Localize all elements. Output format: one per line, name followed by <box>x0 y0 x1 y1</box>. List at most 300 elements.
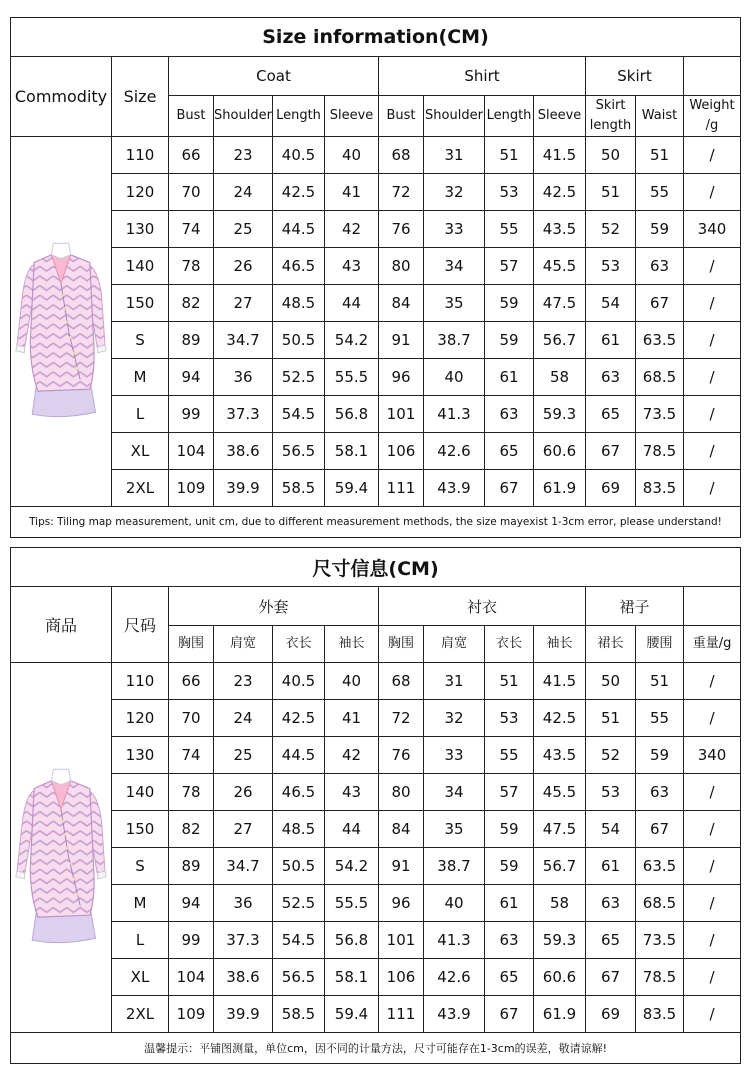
size-label-cell: 140 <box>112 248 169 285</box>
measurement-cell: 31 <box>424 663 485 700</box>
measurement-cell: / <box>684 285 741 322</box>
measurement-cell: 43.9 <box>424 996 485 1033</box>
measurement-cell: 26 <box>214 774 273 811</box>
measurement-cell: 57 <box>485 248 534 285</box>
measurement-cell: 41.3 <box>424 396 485 433</box>
measurement-cell: 37.3 <box>214 396 273 433</box>
measurement-cell: 58.1 <box>325 433 379 470</box>
column-header: Sleeve <box>534 96 586 137</box>
measurement-cell: / <box>684 396 741 433</box>
size-header: 尺码 <box>112 587 169 663</box>
measurement-cell: 48.5 <box>273 811 325 848</box>
measurement-cell: 96 <box>379 885 424 922</box>
measurement-cell: 35 <box>424 285 485 322</box>
measurement-cell: 59 <box>636 737 684 774</box>
table-row <box>11 248 741 285</box>
measurement-cell: 42 <box>325 737 379 774</box>
measurement-cell: 56.5 <box>273 433 325 470</box>
table-title: 尺寸信息(CM) <box>11 548 741 587</box>
measurement-cell: 60.6 <box>534 433 586 470</box>
measurement-cell: 44 <box>325 285 379 322</box>
measurement-cell: 63 <box>636 248 684 285</box>
measurement-cell: 32 <box>424 700 485 737</box>
measurement-cell: 40 <box>424 359 485 396</box>
commodity-header: 商品 <box>11 587 112 663</box>
measurement-cell: 42.5 <box>273 700 325 737</box>
measurement-cell: 61.9 <box>534 996 586 1033</box>
measurement-cell: 53 <box>485 174 534 211</box>
measurement-cell: 41 <box>325 700 379 737</box>
measurement-cell: 58.1 <box>325 959 379 996</box>
measurement-cell: 46.5 <box>273 774 325 811</box>
measurement-cell: 35 <box>424 811 485 848</box>
size-label-cell: 2XL <box>112 470 169 507</box>
weight-group-header <box>684 587 741 626</box>
measurement-cell: 63 <box>586 885 636 922</box>
measurement-cell: 106 <box>379 959 424 996</box>
skirt-group-header: Skirt <box>586 57 684 96</box>
size-label-cell: 120 <box>112 700 169 737</box>
measurement-cell: 69 <box>586 470 636 507</box>
column-header: 胸围 <box>379 626 424 663</box>
measurement-cell: 43.5 <box>534 737 586 774</box>
measurement-cell: 60.6 <box>534 959 586 996</box>
measurement-cell: 78 <box>169 248 214 285</box>
measurement-cell: 39.9 <box>214 470 273 507</box>
measurement-cell: 61.9 <box>534 470 586 507</box>
measurement-cell: 40 <box>325 663 379 700</box>
size-label-cell: XL <box>112 959 169 996</box>
measurement-cell: 72 <box>379 700 424 737</box>
commodity-header: Commodity <box>11 57 112 137</box>
coat-group-header: Coat <box>169 57 379 96</box>
column-header: Shoulder <box>424 96 485 137</box>
measurement-cell: 65 <box>485 433 534 470</box>
measurement-cell: 23 <box>214 663 273 700</box>
measurement-cell: 42.6 <box>424 959 485 996</box>
column-header: 衣长 <box>273 626 325 663</box>
measurement-cell: 27 <box>214 285 273 322</box>
column-header: Sleeve <box>325 96 379 137</box>
measurement-cell: 51 <box>485 137 534 174</box>
measurement-cell: 340 <box>684 211 741 248</box>
measurement-cell: / <box>684 470 741 507</box>
measurement-cell: 54.5 <box>273 922 325 959</box>
measurement-cell: / <box>684 248 741 285</box>
measurement-cell: 104 <box>169 433 214 470</box>
measurement-cell: 55.5 <box>325 359 379 396</box>
measurement-cell: 72 <box>379 174 424 211</box>
column-header: Skirt length <box>586 96 636 137</box>
size-label-cell: L <box>112 922 169 959</box>
measurement-cell: 51 <box>586 174 636 211</box>
measurement-cell: 34.7 <box>214 848 273 885</box>
measurement-cell: 67 <box>586 433 636 470</box>
size-label-cell: 130 <box>112 737 169 774</box>
measurement-cell: 52 <box>586 737 636 774</box>
column-header: 肩宽 <box>214 626 273 663</box>
measurement-cell: 33 <box>424 211 485 248</box>
product-image <box>11 663 112 1033</box>
measurement-cell: / <box>684 959 741 996</box>
size-label-cell: 130 <box>112 211 169 248</box>
measurement-cell: 52.5 <box>273 885 325 922</box>
measurement-cell: 89 <box>169 322 214 359</box>
measurement-cell: 34.7 <box>214 322 273 359</box>
measurement-cell: 67 <box>636 285 684 322</box>
measurement-cell: / <box>684 848 741 885</box>
measurement-cell: 109 <box>169 470 214 507</box>
measurement-cell: / <box>684 137 741 174</box>
measurement-cell: 109 <box>169 996 214 1033</box>
column-header: Length <box>485 96 534 137</box>
measurement-cell: 54 <box>586 811 636 848</box>
measurement-cell: 73.5 <box>636 922 684 959</box>
measurement-cell: 37.3 <box>214 922 273 959</box>
table-row <box>11 359 741 396</box>
measurement-cell: 41.5 <box>534 137 586 174</box>
measurement-cell: 99 <box>169 396 214 433</box>
measurement-cell: 26 <box>214 248 273 285</box>
measurement-cell: 43.5 <box>534 211 586 248</box>
measurement-cell: / <box>684 700 741 737</box>
measurement-cell: 32 <box>424 174 485 211</box>
measurement-cell: 69 <box>586 996 636 1033</box>
measurement-cell: 84 <box>379 285 424 322</box>
measurement-cell: 78.5 <box>636 433 684 470</box>
measurement-cell: 36 <box>214 359 273 396</box>
measurement-cell: / <box>684 922 741 959</box>
table-row <box>11 774 741 811</box>
measurement-cell: 34 <box>424 248 485 285</box>
size-label-cell: S <box>112 322 169 359</box>
size-rows <box>11 137 741 507</box>
measurement-cell: 61 <box>485 885 534 922</box>
measurement-cell: 38.7 <box>424 322 485 359</box>
skirt-group-header: 裙子 <box>586 587 684 626</box>
column-header: 袖长 <box>534 626 586 663</box>
measurement-cell: 54.2 <box>325 848 379 885</box>
measurement-cell: 53 <box>586 248 636 285</box>
table-row <box>11 396 741 433</box>
column-header: 胸围 <box>169 626 214 663</box>
column-header: 腰围 <box>636 626 684 663</box>
measurement-cell: 47.5 <box>534 811 586 848</box>
measurement-cell: 40.5 <box>273 137 325 174</box>
measurement-cell: 67 <box>586 959 636 996</box>
measurement-cell: 41.5 <box>534 663 586 700</box>
column-header: Weight /g <box>684 96 741 137</box>
table-row <box>11 470 741 507</box>
measurement-cell: 45.5 <box>534 774 586 811</box>
measurement-cell: 94 <box>169 885 214 922</box>
measurement-cell: 55 <box>485 737 534 774</box>
measurement-cell: 45.5 <box>534 248 586 285</box>
dress-illustration <box>13 752 109 944</box>
measurement-cell: 65 <box>586 396 636 433</box>
measurement-cell: 89 <box>169 848 214 885</box>
measurement-cell: 67 <box>636 811 684 848</box>
table-row <box>11 211 741 248</box>
measurement-cell: 58.5 <box>273 996 325 1033</box>
measurement-cell: 63.5 <box>636 848 684 885</box>
measurement-cell: 59.3 <box>534 922 586 959</box>
measurement-cell: 82 <box>169 811 214 848</box>
measurement-cell: 63 <box>485 922 534 959</box>
table-row <box>11 700 741 737</box>
measurement-cell: 96 <box>379 359 424 396</box>
measurement-cell: 59.4 <box>325 996 379 1033</box>
measurement-cell: 68 <box>379 137 424 174</box>
measurement-cell: 43 <box>325 248 379 285</box>
size-header: Size <box>112 57 169 137</box>
measurement-cell: 47.5 <box>534 285 586 322</box>
measurement-cell: / <box>684 174 741 211</box>
table-row <box>11 663 741 700</box>
measurement-cell: 51 <box>485 663 534 700</box>
measurement-cell: 42.5 <box>273 174 325 211</box>
measurement-cell: 61 <box>485 359 534 396</box>
measurement-cell: 48.5 <box>273 285 325 322</box>
table-row <box>11 922 741 959</box>
measurement-cell: 41.3 <box>424 922 485 959</box>
measurement-cell: 91 <box>379 322 424 359</box>
measurement-cell: 63 <box>485 396 534 433</box>
measurement-cell: 63 <box>636 774 684 811</box>
measurement-cell: 83.5 <box>636 996 684 1033</box>
measurement-cell: 74 <box>169 211 214 248</box>
measurement-cell: 56.5 <box>273 959 325 996</box>
measurement-cell: 33 <box>424 737 485 774</box>
column-header: 肩宽 <box>424 626 485 663</box>
column-header: 袖长 <box>325 626 379 663</box>
measurement-cell: 42 <box>325 211 379 248</box>
table-row <box>11 959 741 996</box>
measurement-cell: 67 <box>485 996 534 1033</box>
measurement-cell: 38.6 <box>214 433 273 470</box>
measurement-cell: 78.5 <box>636 959 684 996</box>
measurement-cell: 56.8 <box>325 922 379 959</box>
measurement-cell: 76 <box>379 737 424 774</box>
measurement-cell: 70 <box>169 700 214 737</box>
column-header: Bust <box>169 96 214 137</box>
measurement-cell: 46.5 <box>273 248 325 285</box>
measurement-cell: / <box>684 433 741 470</box>
measurement-cell: 51 <box>636 663 684 700</box>
table-row <box>11 137 741 174</box>
table-row <box>11 433 741 470</box>
size-table-english <box>10 17 741 538</box>
measurement-cell: 44 <box>325 811 379 848</box>
measurement-cell: 66 <box>169 137 214 174</box>
measurement-cell: 24 <box>214 174 273 211</box>
measurement-cell: 99 <box>169 922 214 959</box>
measurement-cell: 23 <box>214 137 273 174</box>
column-header: 裙长 <box>586 626 636 663</box>
measurement-cell: 31 <box>424 137 485 174</box>
measurement-cell: 44.5 <box>273 737 325 774</box>
measurement-cell: 43.9 <box>424 470 485 507</box>
measurement-cell: 59 <box>485 811 534 848</box>
weight-group-header <box>684 57 741 96</box>
shirt-group-header: 衬衣 <box>379 587 586 626</box>
measurement-cell: 76 <box>379 211 424 248</box>
measurement-cell: 27 <box>214 811 273 848</box>
measurement-cell: 61 <box>586 322 636 359</box>
measurement-cell: 68.5 <box>636 885 684 922</box>
measurement-cell: 56.8 <box>325 396 379 433</box>
size-rows <box>11 663 741 1033</box>
table-row <box>11 848 741 885</box>
coat-group-header: 外套 <box>169 587 379 626</box>
measurement-cell: 51 <box>636 137 684 174</box>
size-label-cell: 110 <box>112 663 169 700</box>
measurement-cell: 54 <box>586 285 636 322</box>
column-header: Bust <box>379 96 424 137</box>
measurement-cell: 58.5 <box>273 470 325 507</box>
measurement-cell: 111 <box>379 470 424 507</box>
measurement-cell: 38.6 <box>214 959 273 996</box>
size-label-cell: S <box>112 848 169 885</box>
measurement-cell: 42.5 <box>534 174 586 211</box>
measurement-cell: / <box>684 774 741 811</box>
column-header: Waist <box>636 96 684 137</box>
measurement-cell: 34 <box>424 774 485 811</box>
table-row <box>11 737 741 774</box>
measurement-cell: 63.5 <box>636 322 684 359</box>
table-row <box>11 811 741 848</box>
measurement-cell: / <box>684 359 741 396</box>
measurement-cell: 78 <box>169 774 214 811</box>
measurement-tip: Tips: Tiling map measurement, unit cm, due to different measurement methods, the size mayexist 1-3cm error, please understand! <box>11 507 741 538</box>
measurement-cell: 50 <box>586 137 636 174</box>
measurement-cell: 68.5 <box>636 359 684 396</box>
measurement-cell: 54.5 <box>273 396 325 433</box>
measurement-cell: 61 <box>586 848 636 885</box>
measurement-cell: 65 <box>586 922 636 959</box>
measurement-cell: 94 <box>169 359 214 396</box>
measurement-cell: 55.5 <box>325 885 379 922</box>
table-title: Size information(CM) <box>11 18 741 57</box>
column-header: 重量/g <box>684 626 741 663</box>
measurement-cell: 44.5 <box>273 211 325 248</box>
table-row <box>11 322 741 359</box>
measurement-cell: 40 <box>424 885 485 922</box>
measurement-cell: 25 <box>214 211 273 248</box>
table-row <box>11 996 741 1033</box>
measurement-cell: 91 <box>379 848 424 885</box>
measurement-cell: 50.5 <box>273 322 325 359</box>
measurement-cell: 56.7 <box>534 322 586 359</box>
measurement-cell: 73.5 <box>636 396 684 433</box>
measurement-cell: 59.3 <box>534 396 586 433</box>
measurement-cell: / <box>684 811 741 848</box>
measurement-cell: 111 <box>379 996 424 1033</box>
measurement-cell: 101 <box>379 922 424 959</box>
measurement-cell: 101 <box>379 396 424 433</box>
measurement-cell: 54.2 <box>325 322 379 359</box>
measurement-cell: 83.5 <box>636 470 684 507</box>
measurement-cell: 59 <box>636 211 684 248</box>
measurement-cell: 42.6 <box>424 433 485 470</box>
measurement-cell: 66 <box>169 663 214 700</box>
size-label-cell: 110 <box>112 137 169 174</box>
measurement-cell: 50.5 <box>273 848 325 885</box>
measurement-cell: 74 <box>169 737 214 774</box>
column-header: 衣长 <box>485 626 534 663</box>
measurement-cell: 84 <box>379 811 424 848</box>
measurement-cell: 104 <box>169 959 214 996</box>
size-label-cell: 150 <box>112 811 169 848</box>
size-table-chinese <box>10 547 741 1064</box>
measurement-cell: 59 <box>485 285 534 322</box>
measurement-cell: 42.5 <box>534 700 586 737</box>
measurement-cell: 80 <box>379 248 424 285</box>
measurement-cell: 50 <box>586 663 636 700</box>
measurement-cell: 24 <box>214 700 273 737</box>
dress-illustration <box>13 226 109 418</box>
table-row <box>11 885 741 922</box>
measurement-cell: 52.5 <box>273 359 325 396</box>
size-label-cell: 2XL <box>112 996 169 1033</box>
column-header: Length <box>273 96 325 137</box>
measurement-cell: / <box>684 996 741 1033</box>
measurement-cell: 51 <box>586 700 636 737</box>
size-label-cell: 120 <box>112 174 169 211</box>
measurement-cell: 43 <box>325 774 379 811</box>
measurement-cell: 59.4 <box>325 470 379 507</box>
measurement-cell: 52 <box>586 211 636 248</box>
measurement-cell: 59 <box>485 848 534 885</box>
measurement-cell: 67 <box>485 470 534 507</box>
product-image <box>11 137 112 507</box>
measurement-cell: 56.7 <box>534 848 586 885</box>
column-header: Shoulder <box>214 96 273 137</box>
measurement-cell: 41 <box>325 174 379 211</box>
measurement-cell: 65 <box>485 959 534 996</box>
measurement-cell: 55 <box>485 211 534 248</box>
measurement-cell: 57 <box>485 774 534 811</box>
size-label-cell: 140 <box>112 774 169 811</box>
size-label-cell: 150 <box>112 285 169 322</box>
measurement-cell: 36 <box>214 885 273 922</box>
size-label-cell: L <box>112 396 169 433</box>
measurement-cell: 58 <box>534 359 586 396</box>
measurement-cell: 53 <box>586 774 636 811</box>
measurement-cell: 55 <box>636 174 684 211</box>
size-label-cell: M <box>112 885 169 922</box>
measurement-cell: 53 <box>485 700 534 737</box>
measurement-cell: 106 <box>379 433 424 470</box>
measurement-cell: 55 <box>636 700 684 737</box>
table-row <box>11 285 741 322</box>
measurement-cell: / <box>684 663 741 700</box>
measurement-cell: 39.9 <box>214 996 273 1033</box>
measurement-cell: 58 <box>534 885 586 922</box>
measurement-cell: 80 <box>379 774 424 811</box>
measurement-cell: 38.7 <box>424 848 485 885</box>
measurement-cell: 340 <box>684 737 741 774</box>
size-label-cell: XL <box>112 433 169 470</box>
measurement-cell: 40 <box>325 137 379 174</box>
shirt-group-header: Shirt <box>379 57 586 96</box>
measurement-cell: 70 <box>169 174 214 211</box>
measurement-cell: / <box>684 322 741 359</box>
measurement-cell: 82 <box>169 285 214 322</box>
measurement-tip: 温馨提示：平铺图测量，单位cm，因不同的计量方法，尺寸可能存在1-3cm的误差，敬请谅解! <box>11 1033 741 1064</box>
measurement-cell: 25 <box>214 737 273 774</box>
size-label-cell: M <box>112 359 169 396</box>
